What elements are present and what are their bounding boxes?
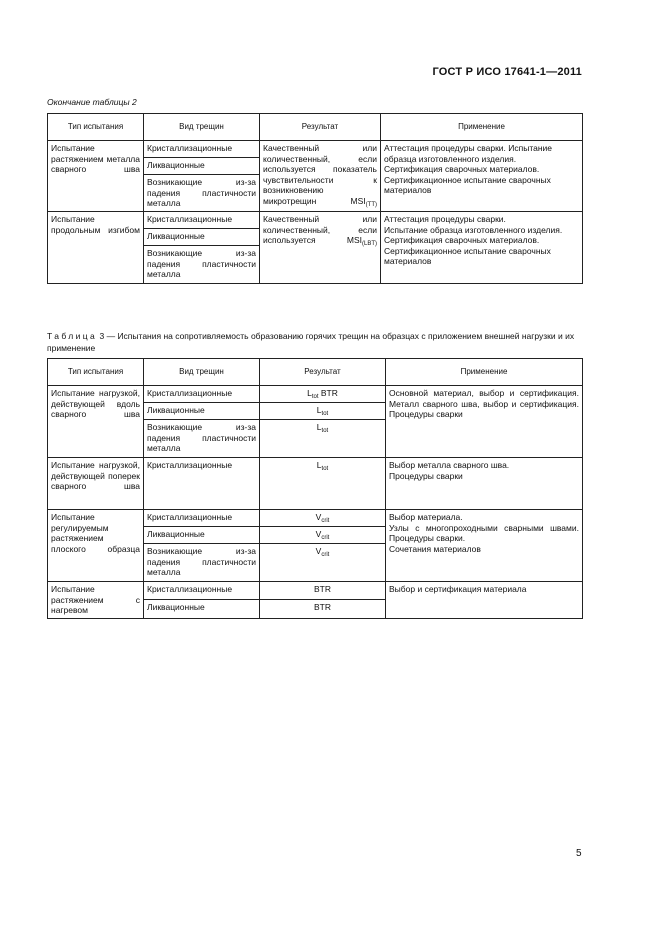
crack-type-cell: Возникающие из-за падения пластичности металла bbox=[144, 175, 260, 212]
result-cell bbox=[260, 510, 386, 527]
crack-type-cell: Кристаллизационные bbox=[144, 582, 260, 600]
result-subscript: tot bbox=[321, 411, 329, 417]
crack-type-cell: Возникающие из-за падения пластичности металла bbox=[144, 420, 260, 458]
application-line: Сертификация сварочных материалов. bbox=[384, 164, 540, 174]
header-result: Результат bbox=[260, 359, 386, 386]
result-subscript: tot bbox=[321, 466, 329, 472]
application-line: Металл сварного шва, выбор и сертификация. bbox=[389, 398, 579, 409]
result-subscript: tot bbox=[321, 428, 329, 434]
application-cell bbox=[386, 386, 583, 458]
test-type-cell: Испытание растяжением с нагревом bbox=[48, 582, 144, 619]
crack-type-cell: Возникающие из-за падения пластичности металла bbox=[144, 246, 260, 284]
test-type-cell: Испытание продольным изгибом bbox=[48, 212, 144, 284]
result-cell: BTR bbox=[260, 599, 386, 618]
table-row bbox=[48, 458, 583, 510]
page-number: 5 bbox=[576, 848, 582, 859]
table3-caption-label: Таблица bbox=[47, 331, 98, 341]
result-symbol: V bbox=[315, 529, 322, 539]
application-line: Выбор материала. bbox=[389, 512, 463, 522]
result-cell bbox=[260, 386, 386, 403]
result-symbol: L bbox=[316, 460, 322, 470]
crack-type-cell: Кристаллизационные bbox=[144, 510, 260, 527]
result-subscript: crit bbox=[321, 518, 330, 524]
header-application: Применение bbox=[386, 359, 583, 386]
crack-type-cell: Ликвационные bbox=[144, 158, 260, 175]
application-line: Сертификационное испытание сварочных материалов bbox=[384, 245, 551, 266]
application-line: Сертификация сварочных материалов. bbox=[384, 235, 540, 245]
table3-caption-text: 3 — Испытания на сопротивляемость образованию горячих трещин на образцах с приложением внешней нагрузки и их применение bbox=[47, 331, 575, 353]
document-header: ГОСТ Р ИСО 17641-1—2011 bbox=[432, 66, 582, 78]
crack-type-cell: Кристаллизационные bbox=[144, 141, 260, 158]
result-cell bbox=[260, 544, 386, 582]
application-line: Аттестация процедуры сварки. bbox=[384, 214, 506, 224]
table3-header-row bbox=[48, 359, 583, 386]
table2-header-row bbox=[48, 114, 583, 141]
crack-type-cell: Кристаллизационные bbox=[144, 386, 260, 403]
application-line: Сочетания материалов bbox=[389, 543, 481, 554]
application-line: Узлы с многопроходными сварными швами. bbox=[389, 522, 579, 533]
result-cell bbox=[260, 141, 381, 212]
result-symbol: V bbox=[315, 512, 322, 522]
table2 bbox=[47, 113, 583, 284]
crack-type-cell: Ликвационные bbox=[144, 527, 260, 544]
table-row bbox=[48, 510, 583, 527]
test-type-cell: Испытание нагрузкой, действующей вдоль сварного шва bbox=[48, 386, 144, 458]
result-symbol: L bbox=[316, 405, 322, 415]
result-cell: BTR bbox=[260, 582, 386, 600]
crack-type-cell: Кристаллизационные bbox=[144, 458, 260, 510]
header-crack-type: Вид трещин bbox=[144, 359, 260, 386]
result-text: Качественный или количественный, если используется MSI bbox=[263, 214, 377, 245]
result-subscript: (TT) bbox=[365, 201, 377, 208]
test-type-cell: Испытание растяжением металла сварного шва bbox=[48, 141, 144, 212]
result-text: Качественный или количественный, если используется показатель чувствительности к возникновению микротрещин MSI bbox=[263, 143, 377, 206]
result-subscript: crit bbox=[321, 552, 330, 558]
result-cell bbox=[260, 403, 386, 420]
application-line: Испытание образца изготовленного изделия. bbox=[384, 224, 563, 235]
crack-type-cell: Кристаллизационные bbox=[144, 212, 260, 229]
result-subscript: (LBT) bbox=[362, 241, 377, 247]
header-crack-type: Вид трещин bbox=[144, 114, 260, 141]
header-result: Результат bbox=[260, 114, 381, 141]
crack-type-cell: Ликвационные bbox=[144, 599, 260, 618]
application-line: Процедуры сварки. bbox=[389, 533, 466, 543]
application-line: Основной материал, выбор и сертификация. bbox=[389, 388, 579, 398]
test-type-cell: Испытание регулируемым растяжением плоского образца bbox=[48, 510, 144, 582]
header-application: Применение bbox=[381, 114, 583, 141]
application-line: Выбор металла сварного шва. bbox=[389, 460, 510, 470]
result-symbol: L bbox=[316, 422, 322, 432]
table3-caption bbox=[47, 330, 587, 354]
crack-type-cell: Ликвационные bbox=[144, 229, 260, 246]
application-line: Процедуры сварки bbox=[389, 409, 463, 419]
result-cell bbox=[260, 212, 381, 284]
application-line: Аттестация процедуры сварки. Испытание образца изготовленного изделия. bbox=[384, 143, 553, 164]
table-row bbox=[48, 582, 583, 600]
result-cell bbox=[260, 458, 386, 510]
table-row bbox=[48, 386, 583, 403]
application-cell bbox=[381, 141, 583, 212]
result-subscript: tot bbox=[311, 394, 319, 400]
result-subscript: crit bbox=[321, 535, 330, 541]
application-cell bbox=[381, 212, 583, 284]
application-cell bbox=[386, 510, 583, 582]
result-cell bbox=[260, 420, 386, 458]
test-type-cell: Испытание нагрузкой, действующей поперек сварного шва bbox=[48, 458, 144, 510]
application-cell: Выбор и сертификация материала bbox=[386, 582, 583, 619]
result-symbol: L bbox=[307, 388, 312, 398]
table2-caption: Окончание таблицы 2 bbox=[47, 97, 137, 107]
table-row bbox=[48, 141, 583, 158]
crack-type-cell: Возникающие из-за падения пластичности металла bbox=[144, 544, 260, 582]
application-cell bbox=[386, 458, 583, 510]
header-test-type: Тип испытания bbox=[48, 114, 144, 141]
result-suffix: BTR bbox=[318, 388, 338, 398]
table3 bbox=[47, 358, 583, 619]
result-cell bbox=[260, 527, 386, 544]
application-line: Процедуры сварки bbox=[389, 470, 463, 481]
table-row bbox=[48, 212, 583, 229]
application-line: Сертификационное испытание сварочных материалов bbox=[384, 174, 551, 195]
result-symbol: V bbox=[315, 546, 322, 556]
crack-type-cell: Ликвационные bbox=[144, 403, 260, 420]
header-test-type: Тип испытания bbox=[48, 359, 144, 386]
